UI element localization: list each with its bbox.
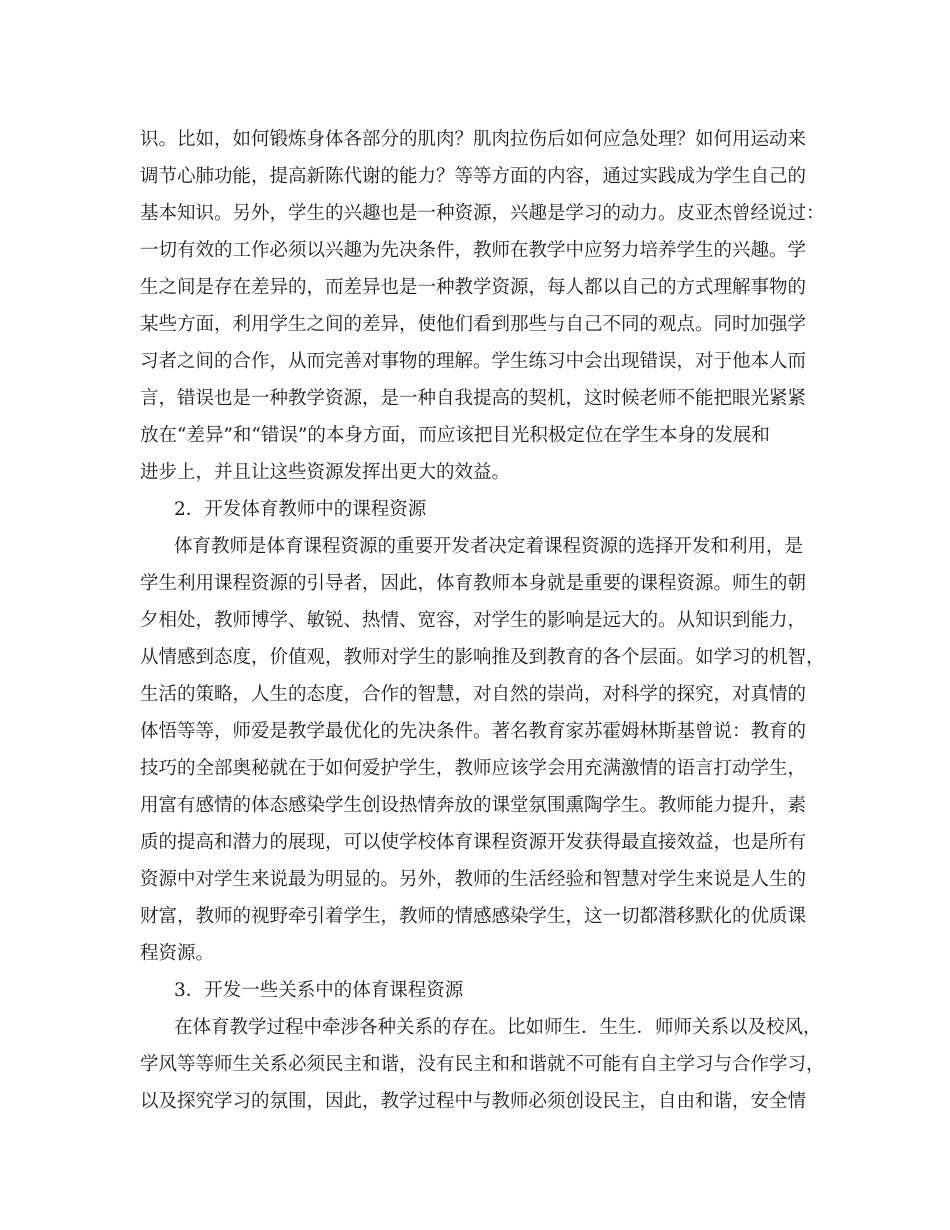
paragraph-2-line: 体育教师是体育课程资源的重要开发者决定着课程资源的选择开发和利用，是 [174, 536, 804, 557]
paragraph-3-line: 学风等等师生关系必须民主和谐，没有民主和和谐就不可能有自主学习与合作学习， [140, 1054, 825, 1075]
paragraph-2-line: 财富，教师的视野牵引着学生，教师的情感感染学生，这一切都潜移默化的优质课 [140, 906, 807, 927]
paragraph-2-line: 夕相处，教师博学、敏锐、热情、宽容，对学生的影响是远大的。从知识到能力， [140, 610, 807, 631]
paragraph-3-line: 以及探究学习的氛围，因此，教学过程中与教师必须创设民主，自由和谐，安全情 [140, 1091, 807, 1112]
paragraph-2-line: 技巧的全部奥秘就在于如何爱护学生，教师应该学会用充满激情的语言打动学生， [140, 758, 807, 779]
paragraph-1-line: 基本知识。另外，学生的兴趣也是一种资源，兴趣是学习的动力。皮亚杰曾经说过： [140, 203, 825, 224]
paragraph-2-line: 资源中对学生来说最为明显的。另外，教师的生活经验和智慧对学生来说是人生的 [140, 869, 807, 890]
paragraph-3-line: 在体育教学过程中牵涉各种关系的存在。比如师生．生生．师师关系以及校风， [174, 1017, 822, 1038]
paragraph-1-line: 调节心肺功能，提高新陈代谢的能力？等等方面的内容，通过实践成为学生自己的 [140, 166, 807, 187]
paragraph-1-line: 言，错误也是一种教学资源，是一种自我提高的契机，这时候老师不能把眼光紧紧 [140, 388, 807, 409]
paragraph-2-line: 程资源。 [140, 943, 215, 964]
paragraph-2-line: 从情感到态度，价值观，教师对学生的影响推及到教育的各个层面。如学习的机智， [140, 647, 825, 668]
paragraph-1-line: 某些方面，利用学生之间的差异，使他们看到那些与自己不同的观点。同时加强学 [140, 314, 807, 335]
paragraph-1-line: 一切有效的工作必须以兴趣为先决条件，教师在教学中应努力培养学生的兴趣。学 [140, 240, 807, 261]
paragraph-1-line: 放在“差异”和“错误”的本身方面，而应该把目光积极定位在学生本身的发展和 [140, 425, 770, 446]
paragraph-2-line: 质的提高和潜力的展现，可以使学校体育课程资源开发获得最直接效益，也是所有 [140, 832, 807, 853]
paragraph-2-line: 生活的策略，人生的态度，合作的智慧，对自然的崇尚，对科学的探究，对真情的 [140, 684, 807, 705]
section-heading-2: 2．开发体育教师中的课程资源 [174, 499, 427, 520]
paragraph-1-line: 识。比如，如何锻炼身体各部分的肌肉？肌肉拉伤后如何应急处理？如何用运动来 [140, 129, 807, 150]
paragraph-1-line: 进步上，并且让这些资源发挥出更大的效益。 [140, 462, 511, 483]
paragraph-1-line: 生之间是存在差异的，而差异也是一种教学资源，每人都以自己的方式理解事物的 [140, 277, 807, 298]
paragraph-2-line: 用富有感情的体态感染学生创设热情奔放的课堂氛围熏陶学生。教师能力提升，素 [140, 795, 807, 816]
section-heading-3: 3．开发一些关系中的体育课程资源 [174, 980, 464, 1001]
paragraph-1-line: 习者之间的合作，从而完善对事物的理解。学生练习中会出现错误，对于他本人而 [140, 351, 807, 372]
paragraph-2-line: 学生利用课程资源的引导者，因此，体育教师本身就是重要的课程资源。师生的朝 [140, 573, 807, 594]
paragraph-2-line: 体悟等等，师爱是教学最优化的先决条件。著名教育家苏霍姆林斯基曾说：教育的 [140, 721, 807, 742]
